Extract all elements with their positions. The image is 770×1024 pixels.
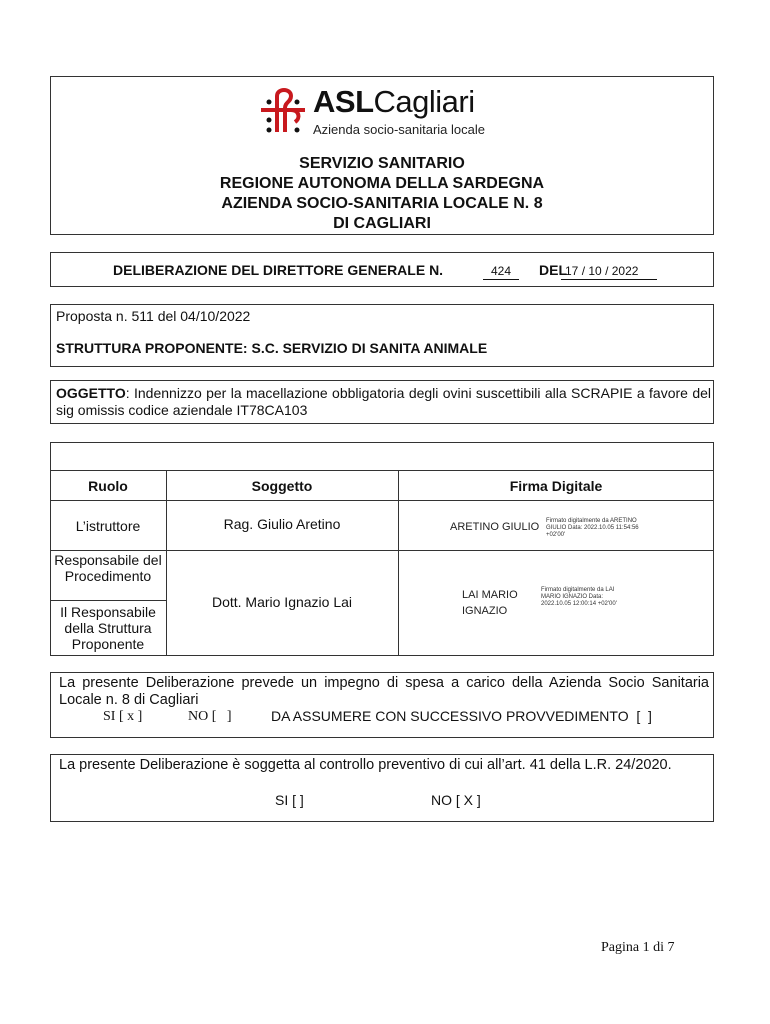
deliberazione-date: 17 / 10 / 2022: [561, 264, 657, 280]
firma-detail-aretino: Firmato digitalmente da ARETINO GIULIO Data: 2022.10.05 11:54:56 +02'00': [546, 518, 639, 538]
deliberazione-label: DELIBERAZIONE DEL DIRETTORE GENERALE N.: [113, 262, 444, 278]
header-line-4: DI CAGLIARI: [333, 215, 431, 232]
ruolo-responsabile-procedimento: Responsabile del Procedimento: [54, 552, 162, 584]
oggetto-text: : Indennizzo per la macellazione obbligatoria degli ovini suscettibili alla SCRAPIE a favore del sig omissis codice aziendale IT78CA103: [56, 385, 711, 418]
header-soggetto: Soggetto: [251, 478, 313, 494]
asl-logo: [255, 84, 495, 140]
deliberazione-del-label: DEL: [539, 262, 567, 278]
oggetto-box: [50, 380, 714, 424]
impegno-da-assumere: DA ASSUMERE CON SUCCESSIVO PROVVEDIMENTO [ ]: [271, 708, 652, 724]
soggetto-istruttore: Rag. Giulio Aretino: [223, 516, 341, 532]
header-box: [50, 76, 714, 235]
firma-name-lai: LAI MARIO IGNAZIO: [462, 589, 518, 617]
proposta-box: [50, 304, 714, 367]
ruolo-responsabile-struttura: Il Responsabile della Struttura Proponente: [60, 604, 156, 652]
controllo-text: La presente Deliberazione è soggetta al controllo preventivo di cui all’art. 41 della L.R. 24/2020.: [59, 757, 672, 773]
soggetto-responsabile: Dott. Mario Ignazio Lai: [211, 594, 353, 610]
logo-wordmark: ASLCagliari: [313, 84, 475, 119]
header-line-1: SERVIZIO SANITARIO: [299, 155, 465, 172]
table-col-rule: [166, 470, 167, 656]
struttura-proponente: STRUTTURA PROPONENTE: S.C. SERVIZIO DI SANITA ANIMALE: [56, 340, 488, 356]
firma-name-aretino: ARETINO GIULIO: [450, 521, 540, 533]
header-line-3: AZIENDA SOCIO-SANITARIA LOCALE N. 8: [221, 195, 543, 212]
ruolo-istruttore: L’istruttore: [75, 518, 141, 534]
controllo-no: NO [ X ]: [431, 792, 481, 808]
oggetto-label: OGGETTO: [56, 385, 126, 401]
impegno-text: La presente Deliberazione prevede un impegno di spesa a carico della Azienda Socio Sanitaria Locale n. 8 di Cagliari: [59, 675, 709, 708]
impegno-box: [50, 672, 714, 738]
deliberazione-number: 424: [483, 264, 519, 280]
table-border-top: [50, 442, 714, 443]
logo-subtitle: Azienda socio-sanitaria locale: [313, 122, 485, 137]
firme-table: [50, 442, 714, 656]
header-firma-digitale: Firma Digitale: [509, 478, 603, 494]
table-border-right: [713, 442, 714, 656]
page-number: Pagina 1 di 7: [601, 940, 675, 955]
asl-cross-icon: [255, 84, 311, 140]
table-col-rule: [398, 470, 399, 656]
table-border-bottom: [50, 655, 714, 656]
deliberazione-box: [50, 252, 714, 287]
header-ruolo: Ruolo: [88, 478, 128, 494]
table-rule: [50, 470, 714, 471]
table-rule: [50, 550, 714, 551]
controllo-box: [50, 754, 714, 822]
impegno-si: SI [ x ]: [103, 709, 143, 724]
oggetto-paragraph: [56, 385, 711, 419]
controllo-si: SI [ ]: [275, 792, 304, 808]
firma-detail-lai: Firmato digitalmente da LAI MARIO IGNAZIO Data: 2022.10.05 12:00:14 +02'00': [541, 587, 617, 607]
table-rule: [50, 600, 166, 601]
proposta-text: Proposta n. 511 del 04/10/2022: [56, 308, 251, 324]
table-rule: [50, 500, 714, 501]
impegno-no: NO [ ]: [188, 709, 232, 724]
header-line-2: REGIONE AUTONOMA DELLA SARDEGNA: [219, 175, 545, 192]
